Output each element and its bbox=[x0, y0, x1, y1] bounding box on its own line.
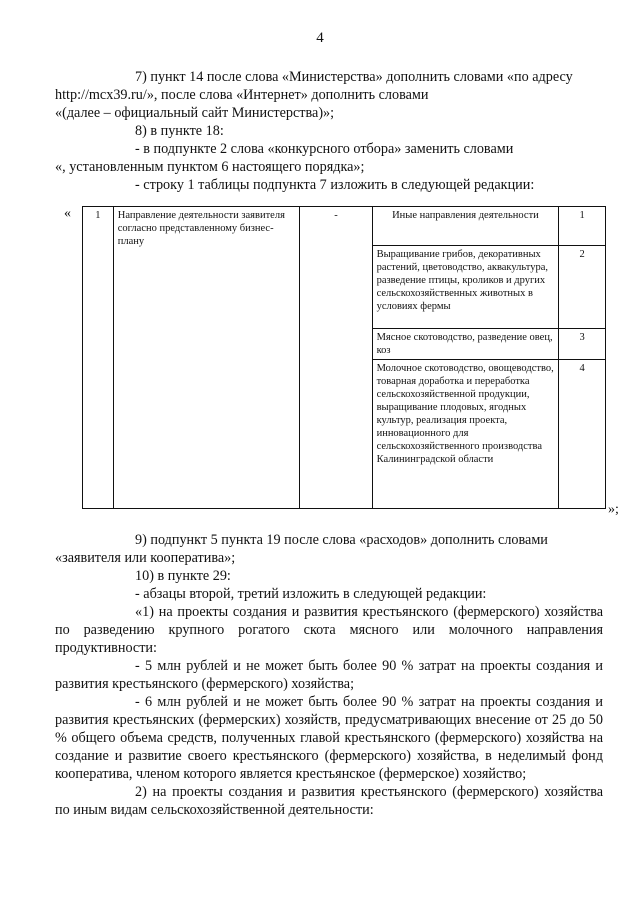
paragraph-8-table-intro: - строку 1 таблицы подпункта 7 изложить в следующей редакции: bbox=[135, 177, 535, 193]
paragraph-10-item1-sub2: - 6 млн рублей и не может быть более 90 % затрат на проекты создания и развития крестьянских (фермерских) хозяйств, предусматривающих внесение от 25 до 50 % общего объема средств, полученных главой крестьянского (фермерского) хозяйства на создание и развитие своего крестьянского (фермерского) хозяйства, в неделимый фонд кооператива, членом которого является крестьянское (фермерское) хозяйство; bbox=[55, 694, 603, 782]
paragraph-10-item1-sub1: - 5 млн рублей и не может быть более 90 % затрат на проекты создания и развития крестьянского (фермерского) хозяйства; bbox=[55, 658, 603, 692]
points-cell: 3 bbox=[559, 329, 606, 360]
table-row bbox=[83, 207, 606, 246]
paragraph-10-item2: 2) на проекты создания и развития крестьянского (фермерского) хозяйства по иным видам сельскохозяйственной деятельности: bbox=[55, 784, 603, 818]
item-cell: Выращивание грибов, декоративных растений, цветоводство, аквакультура, разведение птицы, кроликов и других сельскохозяйственных животных в условиях фермы bbox=[372, 246, 559, 329]
amendment-table bbox=[82, 206, 606, 509]
paragraph-7-line2: http://mcx39.ru/», после слова «Интернет» дополнить словами bbox=[55, 87, 429, 103]
table-open-quote: « bbox=[64, 206, 71, 221]
direction-cell: Направление деятельности заявителя согласно представленному бизнес-плану bbox=[113, 207, 300, 509]
paragraph-7-line1: 7) пункт 14 после слова «Министерства» дополнить словами «по адресу bbox=[135, 69, 573, 85]
dash-cell: - bbox=[300, 207, 372, 509]
paragraph-10-item1: «1) на проекты создания и развития крестьянского (фермерского) хозяйства по разведению крупного рогатого скота мясного или молочного направления продуктивности: bbox=[55, 604, 603, 656]
paragraph-8-subitem-line2: «, установленным пунктом 6 настоящего порядка»; bbox=[55, 159, 365, 175]
item-cell: Мясное скотоводство, разведение овец, коз bbox=[372, 329, 559, 360]
paragraph-8-heading: 8) в пункте 18: bbox=[135, 123, 224, 139]
paragraph-9-line2: «заявителя или кооператива»; bbox=[55, 550, 236, 566]
page-number: 4 bbox=[316, 30, 324, 46]
item-cell: Молочное скотоводство, овощеводство, товарная доработка и переработка сельскохозяйственной продукции, выращивание плодовых, ягодных культур, реализация проекта, инновационного для сельскохозяйственного производства Калининградской области bbox=[372, 360, 559, 509]
amendments-bottom bbox=[55, 531, 603, 819]
paragraph-10-intro: - абзацы второй, третий изложить в следующей редакции: bbox=[135, 586, 487, 602]
table-close-quote: »; bbox=[608, 502, 619, 517]
paragraph-8-subitem-line1: - в подпункте 2 слова «конкурсного отбора» заменить словами bbox=[135, 141, 514, 157]
item-cell: Иные направления деятельности bbox=[372, 207, 559, 246]
paragraph-10-heading: 10) в пункте 29: bbox=[135, 568, 231, 584]
paragraph-9-line1: 9) подпункт 5 пункта 19 после слова «расходов» дополнить словами bbox=[135, 532, 548, 548]
row-number-cell: 1 bbox=[83, 207, 114, 509]
points-cell: 4 bbox=[559, 360, 606, 509]
points-cell: 2 bbox=[559, 246, 606, 329]
paragraph-7-line3: «(далее – официальный сайт Министерства)»; bbox=[55, 105, 335, 121]
amendments-top bbox=[55, 68, 603, 194]
points-cell: 1 bbox=[559, 207, 606, 246]
